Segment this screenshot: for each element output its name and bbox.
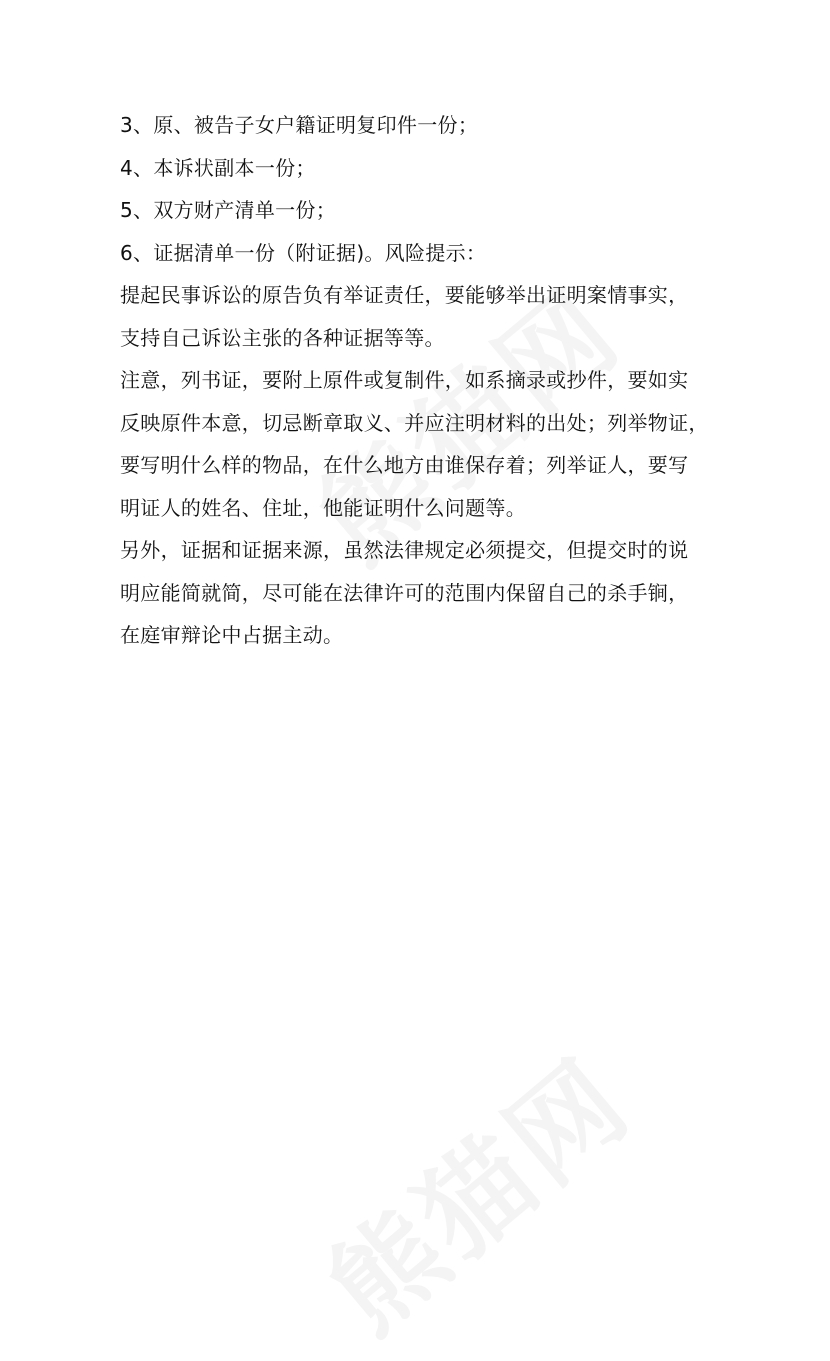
text-line: 6、证据清单一份（附证据)。风险提示：: [120, 240, 487, 265]
text-line: 注意，列书证，要附上原件或复制件，如系摘录或抄件，要如实: [120, 368, 689, 392]
text-line: 要写明什么样的物品，在什么地方由谁保存着；列举证人，要写: [120, 453, 689, 477]
text-line: 另外，证据和证据来源，虽然法律规定必须提交，但提交时的说: [120, 538, 689, 562]
text-line: 5、双方财产清单一份；: [120, 198, 337, 222]
text-line: 支持自己诉讼主张的各种证据等等。: [120, 325, 445, 350]
text-line: 提起民事诉讼的原告负有举证责任，要能够举出证明案情事实，: [120, 283, 689, 307]
text-line: 4、本诉状副本一份；: [120, 155, 316, 180]
text-line: 反映原件本意，切忌断章取义、并应注明材料的出处；列举物证，: [120, 410, 709, 435]
text-line: 明证人的姓名、住址，他能证明什么问题等。: [120, 495, 526, 520]
document-body: [120, 104, 720, 657]
watermark: [290, 1017, 658, 1361]
text-line: 明应能简就简，尽可能在法律许可的范围内保留自己的杀手锏，: [120, 580, 689, 605]
text-line: 3、原、被告子女户籍证明复印件一份；: [120, 113, 479, 137]
text-line: 在庭审辩论中占据主动。: [120, 623, 344, 647]
